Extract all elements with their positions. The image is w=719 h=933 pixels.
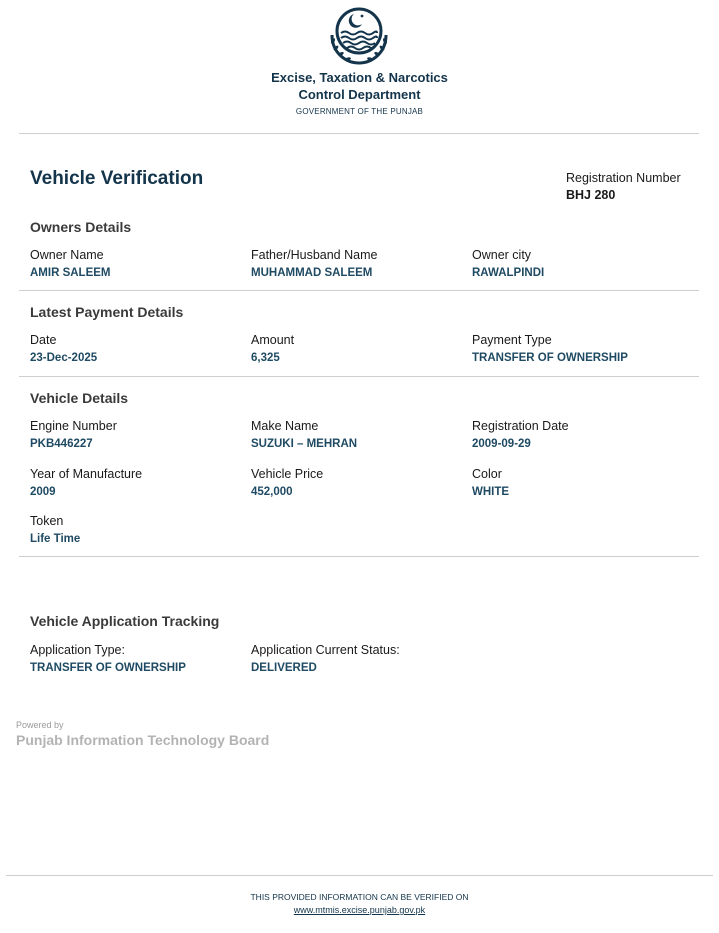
government-name: GOVERNMENT OF THE PUNJAB (295, 107, 424, 116)
owner-name-label: Owner Name (30, 248, 104, 262)
registration-date-value: 2009-09-29 (472, 438, 531, 450)
make-name-value: SUZUKI – MEHRAN (251, 438, 358, 450)
section-divider (19, 376, 699, 377)
application-type-label: Application Type: (30, 643, 125, 657)
token-label: Token (30, 514, 64, 528)
verification-website-link[interactable]: www.mtmis.excise.punjab.gov.pk (293, 905, 426, 915)
vehicle-price-value: 452,000 (251, 486, 293, 498)
payment-type-label: Payment Type (472, 333, 552, 347)
powered-by-label: Powered by (16, 720, 64, 730)
payment-amount-value: 6,325 (251, 352, 280, 364)
owner-city-value: RAWALPINDI (472, 267, 545, 279)
payment-details-title: Latest Payment Details (30, 304, 184, 320)
application-status-value: DELIVERED (251, 662, 317, 674)
header-divider (19, 133, 699, 134)
powered-by-organization: Punjab Information Technology Board (16, 732, 270, 748)
father-husband-name-label: Father/Husband Name (251, 248, 378, 262)
token-value: Life Time (30, 533, 81, 545)
owner-city-label: Owner city (472, 248, 532, 262)
vehicle-price-label: Vehicle Price (251, 467, 324, 481)
vehicle-details-title: Vehicle Details (30, 390, 129, 406)
page-title: Vehicle Verification (30, 168, 204, 189)
year-of-manufacture-value: 2009 (30, 486, 56, 498)
department-name-line1: Excise, Taxation & Narcotics (271, 70, 448, 85)
section-divider (19, 290, 699, 291)
engine-number-label: Engine Number (30, 419, 117, 433)
payment-date-label: Date (30, 333, 57, 347)
application-tracking-title: Vehicle Application Tracking (30, 613, 220, 629)
registration-number-label: Registration Number (566, 171, 681, 185)
section-divider (19, 556, 699, 557)
color-value: WHITE (472, 486, 510, 498)
owners-details-title: Owners Details (30, 219, 132, 235)
year-of-manufacture-label: Year of Manufacture (30, 467, 143, 481)
application-status-label: Application Current Status: (251, 643, 400, 657)
engine-number-value: PKB446227 (30, 438, 93, 450)
footer-divider (6, 875, 713, 876)
payment-amount-label: Amount (251, 333, 295, 347)
color-label: Color (472, 467, 502, 481)
payment-type-value: TRANSFER OF OWNERSHIP (472, 352, 628, 364)
application-type-value: TRANSFER OF OWNERSHIP (30, 662, 186, 674)
make-name-label: Make Name (251, 419, 319, 433)
punjab-emblem-icon (324, 5, 394, 65)
payment-date-value: 23-Dec-2025 (30, 352, 98, 364)
owner-name-value: AMIR SALEEM (30, 267, 111, 279)
registration-date-label: Registration Date (472, 419, 569, 433)
registration-number-value: BHJ 280 (566, 188, 616, 202)
department-name-line2: Control Department (298, 87, 421, 102)
footer-verification-text: THIS PROVIDED INFORMATION CAN BE VERIFIED ON (250, 892, 469, 902)
father-husband-name-value: MUHAMMAD SALEEM (251, 267, 373, 279)
